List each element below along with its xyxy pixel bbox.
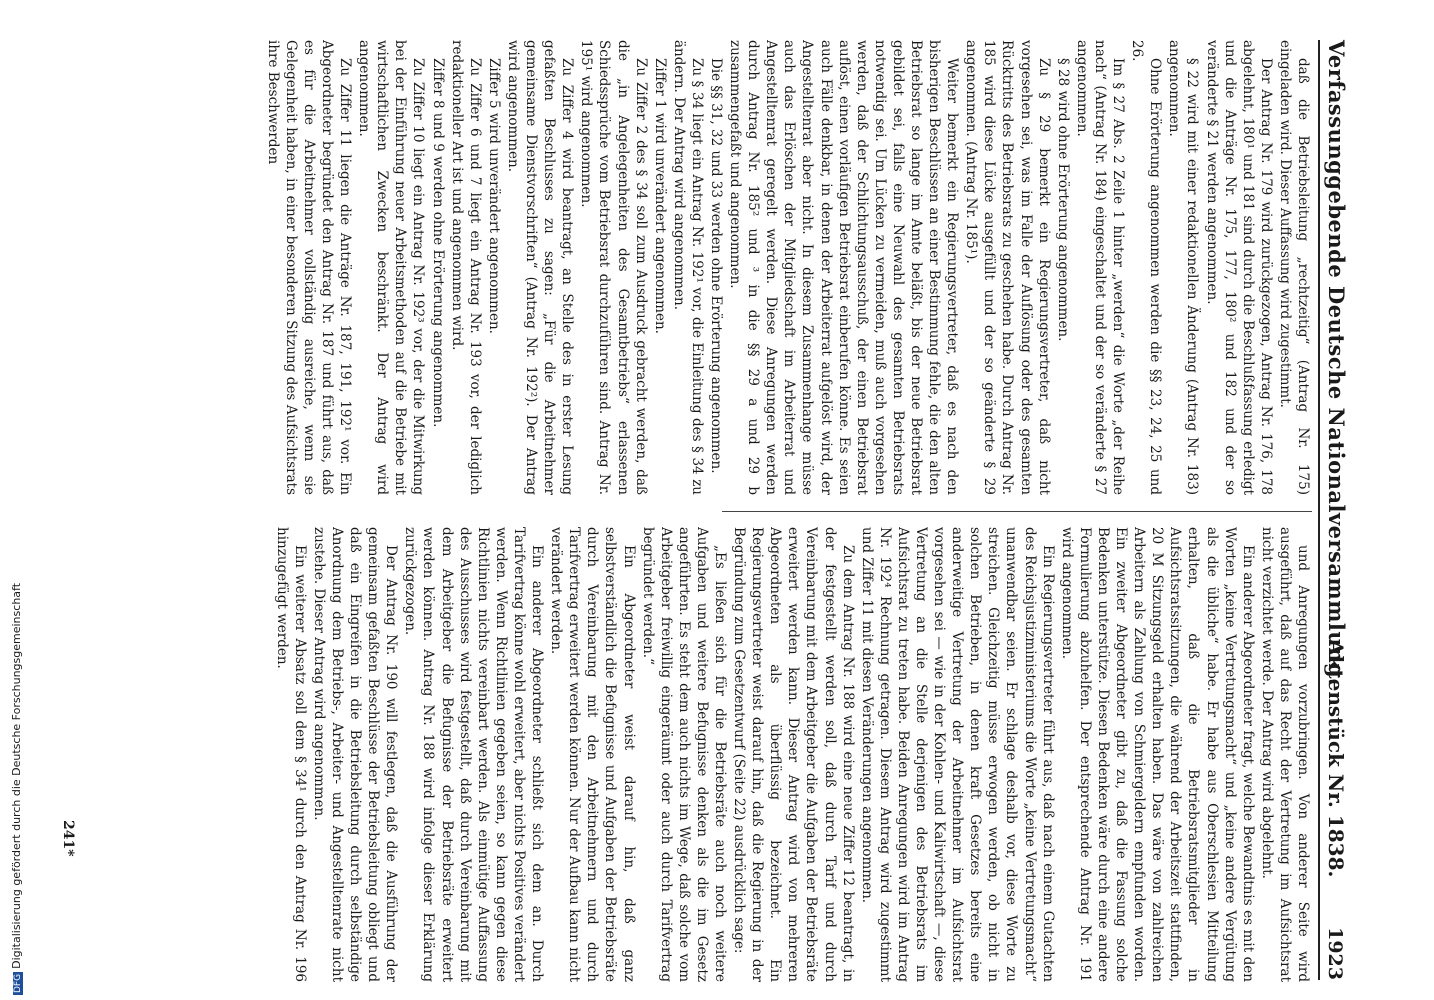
- paragraph: Ein anderer Abgeordneter fragt, welche Bewandtnis es mit den Worten „keine Vertretungsmacht“ und „keine andere Vergütung als die übliche“ habe. Er habe aus Oberschlesien Mitteilung erhalten, daß die Betriebsratsmitglieder in Aufsichtsratssitzungen, die während der Arbeitszeit stattfinden, 20 M Sitzungsgeld erhalten haben. Das wäre von zahlreichen Arbeitern als Zahlung von Schmiergeldern empfunden worden. Ein zweiter Abgeordneter gibt zu, daß die Fassung solche Bedenken unterstütze. Diesen Bedenken wäre durch eine andere Formulierung abzuhelfen. Der entsprechende Antrag Nr. 191 wird angenommen.: [1058, 527, 1256, 982]
- document-reference: Aktenstück Nr. 1838.: [1324, 640, 1348, 878]
- paragraph: Die §§ 31, 32 und 33 werden ohne Erörterung angenommen.: [708, 58, 724, 474]
- paragraph: Zu dem Antrag Nr. 188 wird eine neue Ziffer 12 beantragt, in der festgestellt werden soll, daß durch Tarif und durch Vereinbarung mit dem Arbeitgeber die Aufgaben der Betriebsräte erweitert werden kann. Dieser Antrag wird von mehreren Abgeordneten als überflüssig bezeichnet. Ein Regierungsvertreter weist darauf hin, daß die Regierung in der Begründung zum Gesetzentwurf (Seite 22) ausdrücklich sage:: [731, 527, 856, 982]
- paragraph: Ein weiterer Absatz soll dem § 34¹ durch den Antrag Nr. 196 hinzugefügt werden.: [273, 527, 308, 982]
- digitization-credit: [10, 583, 23, 995]
- paragraph: Ohne Erörterung angenommen werden die §§ 23, 24, 25 und 26.: [1129, 40, 1164, 495]
- paragraph: Ziffer 8 und 9 werden ohne Erörterung angenommen.: [429, 58, 446, 428]
- paragraph: Ziffer 5 wird unverändert angenommen.: [485, 58, 502, 334]
- paragraph: Zu Ziffer 2 des § 34 soll zum Ausdruck gebracht werden, daß die „in Angelegenheiten des Gesamtbetriebs“ erlassenen Schiedssprüche vom Betriebsrat durchzuführen sind. Antrag Nr. 195¹ wird angenommen.: [578, 40, 649, 495]
- paragraph: Zu Ziffer 10 liegt ein Antrag Nr. 192³ vor, der die Mitwirkung bei der Einführung neuer Arbeitsmethoden auf die Betriebe mit wirtschaftlichen Zwecken beschränkt. Der Antrag wird angenommen.: [356, 40, 427, 495]
- column-divider: [722, 511, 1312, 512]
- paragraph: „Es ließen sich für die Betriebsräte auch noch weitere Aufgaben und weitere Befugnisse denken als die im Gesetz angeführten. Es steht dem auch nichts im Wege, daß solche vom Arbeitgeber freiwillig eingeräumt oder auch durch Tarifvertrag begründet werden.“: [639, 527, 728, 982]
- page-number: 1923: [1324, 927, 1346, 980]
- left-text-column: [212, 40, 1312, 495]
- dfg-logo: DFG: [13, 973, 23, 993]
- paragraph: Weiter bemerkt ein Regierungsvertreter, daß es nach den bisherigen Beschlüssen an einer Bestimmung fehle, die den alten Betriebsrat so lange im Amte beläßt, bis der neue Betriebsrat gebildet sei, falls eine Neuwahl des gesamten Betriebsrats notwendig sei. Um Lücken zu vermeiden, muß auch vorgesehen werden, daß der Schlichtungsausschuß, der einen Betriebsrat auflöst, einen vorläufigen Betriebsrat einberufen könne. Es seien auch Fälle denkbar, in denen der Arbeiterrat aufgelöst wird, der Angestelltenrat aber nicht. In diesem Zusammenhange müsse auch das Erlöschen der Mitgliedschaft im Arbeiterrat und Angestelltenrat geregelt werden. Diese Anregungen werden durch Antrag Nr. 185² und ³ in die §§ 29 a und 29 b zusammengefaßt und angenommen.: [727, 40, 961, 495]
- paragraph: Der Antrag Nr. 190 will festlegen, daß die Ausführung der gemeinsam gefaßten Beschlüsse der Betriebsleitung obliegt und daß ein Eingreifen in die Betriebsleitung durch selbständige Anordnung dem Betriebs-, Arbeiter- und Angestelltenrate nicht zustehe. Dieser Antrag wird angenommen.: [310, 527, 400, 982]
- paragraph: § 22 wird mit einer redaktionellen Änderung (Antrag Nr. 183) angenommen.: [1166, 40, 1201, 495]
- paragraph: Ziffer 1 wird unverändert angenommen.: [651, 58, 668, 334]
- paragraph: Ein anderer Abgeordneter schließt sich dem an. Durch Tarifvertrag könne wohl erweitert, aber nichts Positives verändert werden. Wenn Richtlinien gegeben seien, so kann gegen diese Richtlinien nichts vereinbart werden. Als einmütige Auffassung des Ausschusses wird festgestellt, daß durch Vereinbarung mit dem Arbeitgeber die Befugnisse der Betriebsräte erweitert werden können. Antrag Nr. 188 wird infolge dieser Erklärung zurückgezogen.: [402, 527, 546, 982]
- paragraph: und Anregungen vorzubringen. Von anderer Seite wird ausgeführt, daß auf das Recht der Vertretung im Aufsichtsrat nicht verzichtet werde. Der Antrag wird abgelehnt.: [1258, 527, 1311, 982]
- paragraph: Im § 27 Abs. 2 Zeile 1 hinter „werden“ die Worte „der Reihe nach“ (Antrag Nr. 184) eingeschaltet und der so veränderte § 27 angenommen.: [1073, 40, 1127, 495]
- paragraph: Ein Abgeordneter weist darauf hin, daß ganz selbstverständlich die Befugnisse und Aufgaben der Betriebsräte durch Vereinbarung mit den Arbeitnehmern und durch Tarifvertrag erweitert werden können. Nur der Aufbau kann nicht verändert werden.: [548, 527, 637, 982]
- paragraph: Zu Ziffer 6 und 7 liegt ein Antrag Nr. 193 vor, der lediglich redaktioneller Art ist und angenommen wird.: [448, 40, 483, 495]
- credit-text: Digitalisierung gefördert durch die Deutsche Forschungsgemeinschaft: [10, 582, 23, 969]
- paragraph: Zu Ziffer 11 liegen die Anträge Nr. 187, 191, 192¹ vor. Ein Abgeordneter begründet den Antrag Nr. 187 und führt aus, daß es für die Arbeitnehmer vollständig ausreiche, wenn sie Gelegenheit haben, in einer besonderen Sitzung des Aufsichtsrats ihre Beschwerden: [264, 40, 354, 495]
- paragraph: Zu § 29 bemerkt ein Regierungsvertreter, daß nicht vorgesehen sei, was im Falle der Auflösung oder des gesamten Rücktritts des Betriebsrats zu geschehen habe. Durch Antrag Nr. 185 wird diese Lücke ausgefüllt und der so geänderte § 29 angenommen. (Antrag Nr. 185¹).: [963, 40, 1052, 495]
- paragraph: § 28 wird ohne Erörterung angenommen.: [1054, 58, 1071, 342]
- page-header: [1318, 40, 1354, 980]
- page-header-title: Verfassunggebende Deutsche Nationalversammlung.: [1324, 40, 1349, 686]
- signature-mark: 241*: [60, 820, 76, 857]
- paragraph: Zu Ziffer 4 wird beantragt, an Stelle des in erster Lesung gefaßten Beschlusses zu sagen: „Für die Arbeitnehmer gemeinsame Dienstvorschriften“ (Antrag Nr. 192²). Der Antrag wird angenommen.: [504, 40, 576, 495]
- paragraph: Der Antrag Nr. 179 wird zurückgezogen, Antrag Nr. 176, 178 abgelehnt, 180¹ und 181 sind durch die Beschlußfassung erledigt und die Anträge Nr. 175, 177, 180² und 182 und der so veränderte § 21 werden angenommen.: [1203, 40, 1274, 495]
- paragraph: Zu § 34 liegt ein Antrag Nr. 192¹ vor, die Einleitung des § 34 zu ändern. Der Antrag wird angenommen.: [670, 40, 705, 495]
- paragraph: daß die Betriebsleitung „rechtzeitig“ (Antrag Nr. 175) eingeladen wird. Dieser Auffassung wird zugestimmt.: [1276, 40, 1311, 495]
- paragraph: Ein Regierungsvertreter führt aus, daß nach einem Gutachten des Reichsjustizministeriums die Worte „keine Vertretungsmacht“ unanwendbar seien. Er schlage deshalb vor, diese Worte zu streichen. Gleichzeitig müsse erwogen werden, ob nicht in solchen Betrieben, in denen kraft Gesetzes bereits eine anderweitige Vertretung der Arbeitnehmer im Aufsichtsrat vorgesehen sei — wie in der Kohlen- und Kaliwirtschaft —, diese Vertretung an die Stelle derjenigen des Betriebsrats im Aufsichtsrat zu treten habe. Beiden Anregungen wird im Antrag Nr. 192⁴ Rechnung getragen. Diesem Antrag wird zugestimmt und Ziffer 11 mit diesen Veränderungen angenommen.: [858, 527, 1056, 982]
- right-text-column: [212, 527, 1312, 982]
